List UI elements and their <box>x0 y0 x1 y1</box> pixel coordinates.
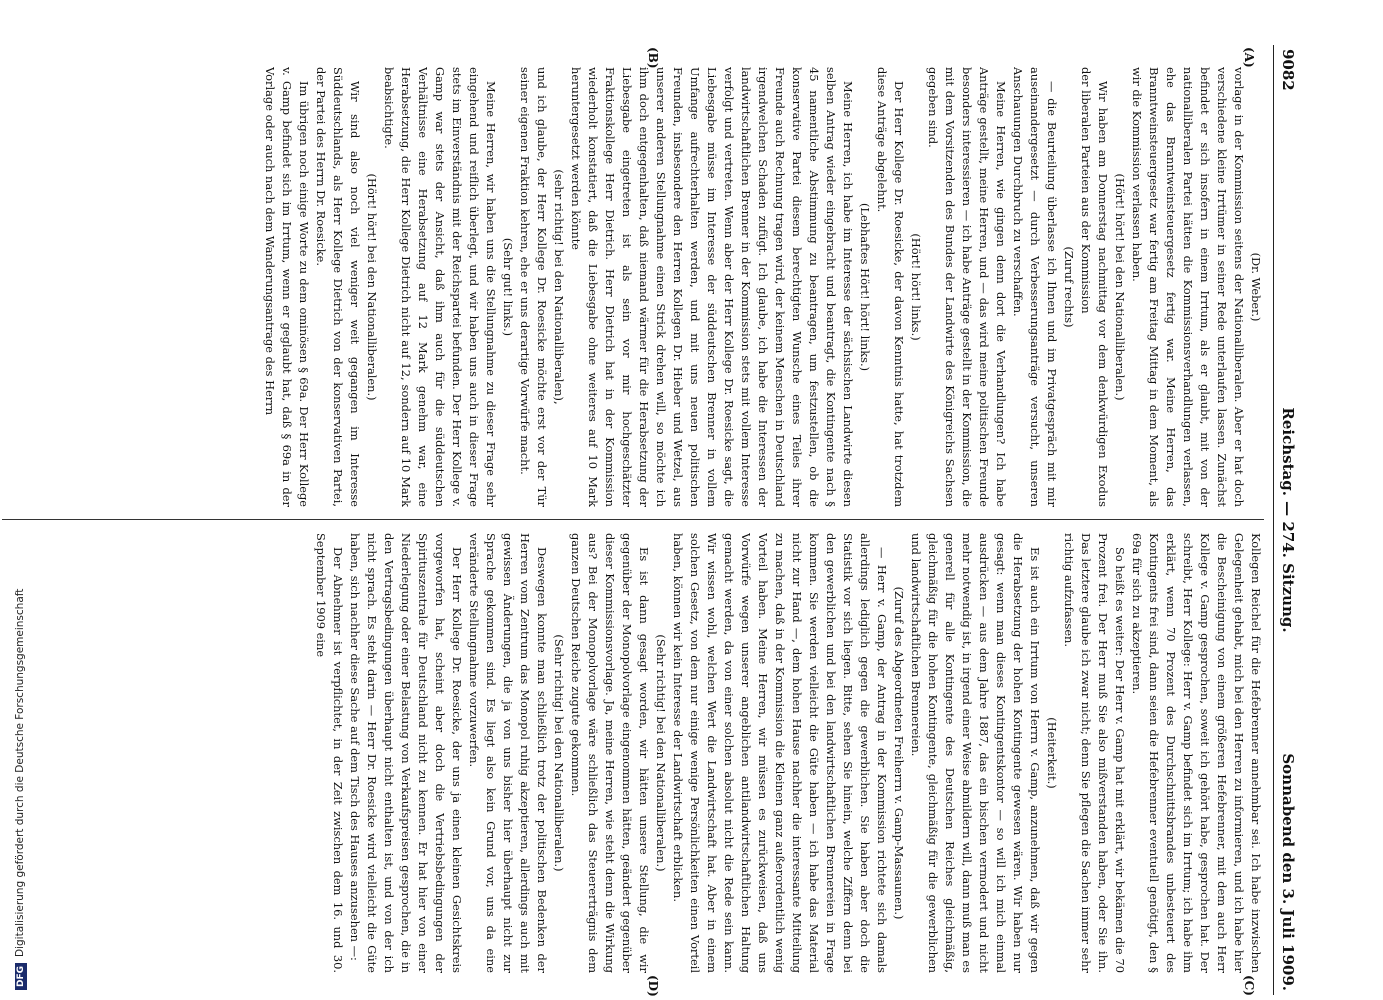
paragraph: Wir haben am Donnerstag nachmittag vor dem denkwürdigen Exodus der liberalen Parteien aus der Kommission <box>1079 67 1110 507</box>
interjection: (Hört! hört! bei den Nationalliberalen.) <box>1113 173 1127 401</box>
paragraph: Der Abnehmer ist verpflichtet, in der Zeit zwischen dem 16. und 30. September 1909 eine <box>314 533 345 973</box>
paragraph: Der Herr Kollege Dr. Roesicke, der davon Kenntnis hatte, hat trotzdem diese Anträge abgelehnt. <box>875 67 906 507</box>
session-title: Reichstag. — 274. Sitzung. <box>1279 407 1297 633</box>
margin-letter-c: (C) <box>1242 975 1256 996</box>
interjection: (Lebhaftes Hört! hört! links.) <box>858 202 872 372</box>
interjection: (Heiterkeit.) <box>1045 717 1059 789</box>
speaker-name: (Dr. Weber.) <box>1249 252 1263 322</box>
column-divider <box>2 519 1264 520</box>
interjection: (Hört! hört! links.) <box>909 233 923 341</box>
interjection: (Zuruf des Abgeordneten Freiherrn v. Gamp-Massaunen.) <box>892 586 906 920</box>
page-number: 9082 <box>1279 49 1297 91</box>
page-header <box>1273 45 1300 995</box>
footer-text: Digitalisierung gefördert durch die Deutsche Forschungsgemeinschaft <box>14 588 26 957</box>
interjection: (Zuruf rechts) <box>1062 246 1076 328</box>
paragraph: Im übrigen noch einige Worte zu dem ominösen § 69a. Der Herr Kollege v. Gamp befindet sich im Irrtum, wenn er geglaubt hat, daß § 69a in der Vorlage oder auch nach dem Wanderungsantrage des Herrn <box>263 67 311 507</box>
paragraph: und ich glaube, der Herr Kollege Dr. Roesicke möchte erst vor der Tür seiner eigenen Fraktion kehren, ehe er uns derartige Vorwürfe macht. <box>518 67 549 507</box>
paragraph: Wir sind also noch viel weniger weit gegangen im Interesse Süddeutschlands, als Herr Kollege Dietrich von der konservativen Partei, der Partei des Herrn Dr. Roesicke. <box>314 67 362 507</box>
paragraph: Es ist dann gesagt worden, wir hätten unsere Stellung, die wir gegenüber der Monopolvorlage eingenommen hätten, geändert gegenüber dieser Kommissionsvorlage. Ja, meine Herren, wie steht denn die Wirkung aus? Bei der Monopolvorlage wäre schließlich das Steuererträgnis dem ganzen Deutschen Reiche zugute gekommen. <box>569 533 651 973</box>
margin-letter-b: (B) <box>646 47 660 69</box>
paragraph: — Herr v. Gamp, der Antrag in der Kommission richtete sich damals allerdings lediglich gegen die gewerblichen. Sie haben aber doch die Statistik vor sich liegen. Bitte, sehen Sie hinein, welche Ziffern denn bei den gewerblichen und bei den landwirtschaftlichen Brennereien in Frage kommen. Sie werden vielleicht die Güte haben — ich habe das Material nicht zur Hand —, dem hohen Hause nachher die interessante Mitteilung zu machen, daß in der Kommission die Kleinen ganz außerordentlich wenig Vorteil haben. Meine Herren, wir müssen es zurückweisen, daß uns Vorwürfe wegen unserer angeblichen antilandwirtschaftlichen Haltung gemacht werden, da von einer solchen absolut nicht die Rede sein kann. Wir wissen wohl, welchen Wert die Landwirtschaft hat. Aber in einem solchen Gesetz, von dem nur einige wenige Persönlichkeiten einen Vorteil haben, können wir kein Interesse der Landwirtschaft erblicken. <box>671 533 889 973</box>
paragraph: Meine Herren, ich habe im Interesse der sächsischen Landwirte diesen selben Antrag wieder eingebracht und beantragt, die Kontingente nach § 45 namentliche Abstimmung zu beantragen, um festzustellen, ob die konservative Partei diesem berechtigten Wunsche eines Teiles ihrer Freunde auch Rechnung tragen wird, der keinem Menschen in Deutschland irgendwelchen Schaden zufügt. Ich glaube, ich habe die Interessen der landwirtschaftlichen Brenner in der Kommission stets mit vollem Interesse verfolgt und vertreten. Wenn aber der Herr Kollege Dr. Roesicke sagt, die Liebesgabe müsse im Interesse der süddeutschen Brenner in vollem Umfange aufrechterhalten werden, und mit uns neuen politischen Freunden, insbesondere den Herren Kollegen Dr. Hieber und Wetzel, aus unserer anderen Stellungnahme einen Strick drehen will, so möchte ich ihm doch entgegenhalten, daß niemand wärmer für die Herabsetzung der Liebesgabe eingetreten ist als sein vor mir hochgeschätzter Fraktionskollege Herr Dietrich. Herr Dietrich hat in der Kommission wiederholt konstatiert, daß die Liebesgabe ohne weiteres auf 10 Mark heruntergesetzt werden könnte <box>569 67 855 507</box>
interjection: (Hört! hört! bei den Nationalliberalen.) <box>365 173 379 401</box>
interjection: (Sehr richtig! bei den Nationalliberalen.) <box>654 634 668 872</box>
left-column <box>0 67 1264 507</box>
interjection: (sehr richtig! bei den Nationalliberalen), <box>552 169 566 405</box>
paragraph: Meine Herren, wir haben uns die Stellungnahme zu dieser Frage sehr eingehend und reiflich überlegt, und wir haben uns auch in dieser Frage stets im Einverständnis mit der Reichspartei befunden. Der Herr Kollege v. Gamp war stets der Ansicht, daß ihm auch für die süddeutschen Verhältnisse eine Herabsetzung auf 12 Mark genehm war, eine Herabsetzung, die Herr Kollege Dietrich nicht auf 12, sondern auf 10 Mark beabsichtigte. <box>382 67 498 507</box>
margin-letter-d: (D) <box>646 975 660 997</box>
right-column <box>0 533 1264 973</box>
session-date: Sonnabend den 3. Juli 1909. <box>1279 753 1297 991</box>
margin-letter-a: (A) <box>1242 47 1256 68</box>
paragraph: Meine Herren, wie gingen denn dort die Verhandlungen? Ich habe Anträge gestellt, meine Herren, und — das wird meine politischen Freunde besonders interessieren — ich habe Anträge gestellt in der Kommission, die mit dem Vorsitzenden des Bundes der Landwirte des Königreichs Sachsen gegeben sind. <box>926 67 1008 507</box>
paragraph: Deswegen konnte man schließlich trotz der politischen Bedenken der Herren vom Zentrum das Monopol ruhig akzeptieren, allerdings auch mit gewissen Änderungen, die ja von uns bisher hier überhaupt nicht zur Sprache gekommen sind. Es liegt also kein Grund vor, uns da eine veränderte Stellungnahme vorzuwerfen. <box>467 533 549 973</box>
interjection: (Sehr richtig! bei den Nationalliberalen.) <box>552 634 566 872</box>
interjection: (Sehr gut! links.) <box>501 237 515 337</box>
dfg-logo: DFG <box>15 963 27 990</box>
paragraph: Der Herr Kollege Dr. Roesicke, der uns ja einen kleinen Gesichtskreis vorgeworfen hat, scheint aber doch die Vertriebsbedingungen der Spirituszentrale für Deutschland nicht zu kennen. Er hat hier von einer Niederlegung oder einer Belastung von Verkaufspreisen gesprochen, die in den Vertragsbedingungen überhaupt nicht enthalten ist, und von der ich nicht sprach. Es steht darin — Herr Dr. Roesicke wird vielleicht die Güte haben, sich nachher diese Sache auf dem Tisch des Hauses anzusehen —: <box>348 533 464 973</box>
document-page <box>0 45 1300 995</box>
paragraph: Es ist auch ein Irrtum von Herrn v. Gamp, anzunehmen, daß wir gegen die Herabsetzung der hohen Kontingente gewesen wären. Wir haben nur gesagt: wenn man dieses Kontingentskontor — so will ich mich einmal ausdrücken — aus dem Jahre 1887, das ein bischen vermodert und nicht mehr notwendig ist, in irgend einer Weise abmildern will, dann muß man es generell für alle Kontingente des Deutschen Reiches gleichmäßig, gleichmäßig für die hohen Kontingente, gleichmäßig für die gewerblichen und landwirtschaftlichen Brennereien. <box>909 533 1042 973</box>
paragraph: So heißt es weiter: Der Herr v. Gamp hat mit erklärt, wir bekämen die 70 Prozent frei. Der Herr muß Sie also mißverstanden haben, oder Sie ihn. Das letztere glaube ich zwar nicht; denn Sie pflegen die Sachen immer sehr richtig aufzufassen. <box>1062 533 1127 973</box>
paragraph: Kollegen Reichel für die Hefebrenner annehmbar sei. Ich habe inzwischen Gelegenheit gehabt, mich bei den Herren zu informieren, und ich habe hier die Bescheinigung von einem größeren Hefebrenner, mit dem auch Herr Kollege v. Gamp gesprochen, soweit ich gehört habe, gesprochen hat. Der schreibt, Herr Kollege: Herr v. Gamp befindet sich im Irrtum; ich habe ihm erklärt, wenn 70 Prozent des Durchschnittsbrandes unbesteuert des Kontingents frei sind, dann seien die Hefebrenner eventuell genötigt, den § 69a für sich zu akzeptieren. <box>1130 533 1263 973</box>
paragraph: vorlage in der Kommission seitens der Nationalliberalen. Aber er hat doch verschiedene kleine Irrtümer in seiner Rede unterlaufen lassen. Zunächst befindet er sich insofern in einem Irrtum, als er glaubt, mit von der nationalliberalen Partei hätten die Kommissionsverhandlungen verlassen, ehe das Branntweinsteuergesetz fertig war. Meine Herren, das Branntweinsteuergesetz war fertig am Freitag Mittag in dem Moment, als wir die Kommission verlassen haben. <box>1130 67 1246 507</box>
paragraph: — die Beurteilung überlasse ich Ihnen und im Privatgespräch mit mir auseinandergesetzt — durch Verbesserungsanträge versucht, unseren Anschauungen Durchbruch zu verschaffen. <box>1011 67 1059 507</box>
digitization-footer <box>14 10 30 990</box>
